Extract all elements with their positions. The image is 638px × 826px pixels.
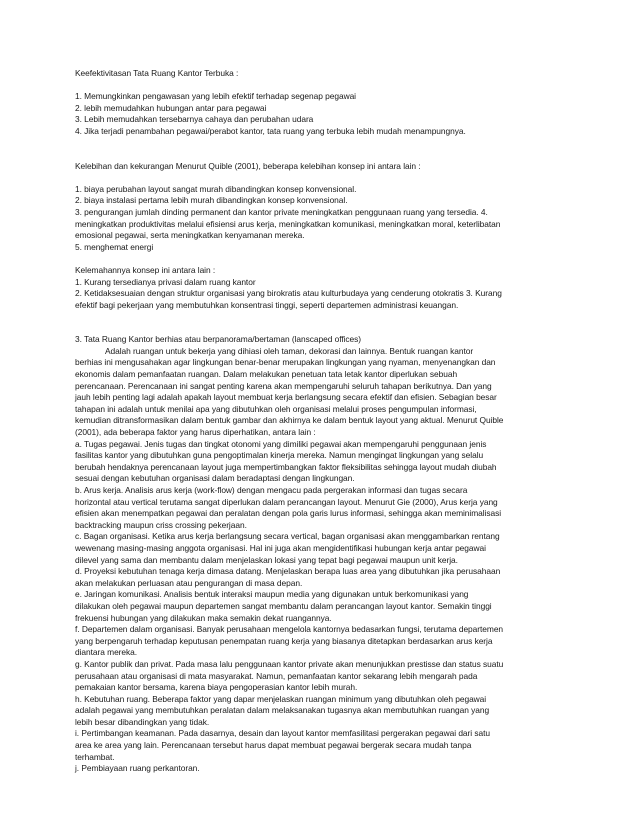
section-heading: Kelemahannya konsep ini antara lain : <box>75 264 216 275</box>
text-line: 2. biaya instalasi pertama lebih murah dibandingkan konsep konvensional. <box>75 195 348 206</box>
section-heading: 3. Tata Ruang Kantor berhias atau berpanorama/bertaman (lanscaped offices) <box>75 334 362 345</box>
spacer <box>75 172 567 184</box>
text-line: tahapan ini adalah untuk menilai apa yang dibutuhkan oleh organisasi melalui proses pengumpulan informasi, <box>75 403 477 414</box>
text-line: adalah pegawai yang membutuhkan peralatan dalam melaksanakan tugasnya akan membutuhkan ruangan yang <box>75 705 490 716</box>
text-line: (2001), ada beberapa faktor yang harus diperhatikan, antara lain : <box>75 427 316 438</box>
text-line: backtracking maupun criss crossing pekerjaan. <box>75 519 247 530</box>
text-line: a. Tugas pegawai. Jenis tugas dan tingkat otonomi yang dimiliki pegawai akan mempengaruhi penggunaan jenis <box>75 438 487 449</box>
text-line: efisien akan menempatkan pegawai dan peralatan dengan pola garis lurus informasi, sehingga akan meminimalisasi <box>75 508 502 519</box>
text-line: meningkatkan produktivitas melalui efisiensi arus kerja, meningkatkan komunikasi, meningkatkan moral, keterlibatan <box>75 218 501 229</box>
text-line: yang berpengaruh terhadap keputusan penempatan ruang kerja yang biasanya ditetapkan berdasarkan arus kerja <box>75 635 493 646</box>
paragraph <box>75 346 567 775</box>
text-line: terhambat. <box>75 751 115 762</box>
text-line: 1. Kurang tersedianya privasi dalam ruang kantor <box>75 276 256 287</box>
spacer <box>75 311 567 334</box>
text-line: kemudian ditransformasikan dalam bentuk gambar dan akhirnya ke dalam bentuk layout yang aktual. Menurut Quible <box>75 415 504 426</box>
paragraph <box>75 184 567 254</box>
text-line: g. Kantor publik dan privat. Pada masa lalu penggunaan kantor private akan menunjukkan prestisse dan status suatu <box>75 658 504 669</box>
text-line: b. Arus kerja. Analisis arus kerja (work-flow) dengan mengacu pada pergerakan informasi dan tugas secara <box>75 485 468 495</box>
text-line: d. Proyeksi kebutuhan tenaga kerja dimasa datang. Menjelaskan berapa luas area yang dibutuhkan jika perusahaan <box>75 566 501 577</box>
list-item: 3. Lebih memudahkan tersebarnya cahaya dan perubahan udara <box>75 114 314 125</box>
text-line: horizontal atau vertical terutama sangat diperlukan dalam perancangan layout. Menurut Gie (2000), Arus kerja yang <box>75 496 498 507</box>
text-line: j. Pembiayaan ruang perkantoran. <box>75 763 200 774</box>
text-line: sesuai dengan kebutuhan organisasi dalam beradaptasi dengan lingkungan. <box>75 473 355 484</box>
text-line: 5. menghemat energi <box>75 241 154 252</box>
text-line: pemakaian kantor bersama, karena biaya pengoperasian kantor lebih murah. <box>75 682 358 693</box>
text-line: berhias ini mengusahakan agar lingkungan benar-benar merupakan lingkungan yang nyaman, menyenangkan dan <box>75 357 496 368</box>
text-line: 2. Ketidaksesuaian dengan struktur organisasi yang birokratis atau kulturbudaya yang cenderung otokratis 3. Kurang <box>75 288 502 299</box>
text-line: i. Pertimbangan keamanan. Pada dasarnya, desain dan layout kantor memfasilitasi pergerakan pegawai dari satu <box>75 728 490 739</box>
text-line: c. Bagan organisasi. Ketika arus kerja berlangsung secara vertical, bagan organisasi akan menggambarkan rentang <box>75 531 500 542</box>
text-line: perencanaan. Perencanaan ini sangat penting karena akan mempengaruhi seluruh tahapan berikutnya. Dan yang <box>75 380 492 391</box>
text-line: 3. pengurangan jumlah dinding permanent dan kantor private meningkatkan penggunaan ruang yang tersedia. 4. <box>75 206 488 217</box>
text-line: lebih besar dibandingkan yang tidak. <box>75 716 210 727</box>
text-line: dilakukan oleh pegawai maupun departemen sangat membantu dalam perancangan layout kantor. Semakin tinggi <box>75 600 492 611</box>
list-item: 2. lebih memudahkan hubungan antar para pegawai <box>75 102 267 113</box>
text-line: area ke area yang lain. Perencanaan tersebut harus dapat membuat pegawai bergerak secara mudah tanpa <box>75 740 472 751</box>
text-line: f. Departemen dalam organisasi. Banyak perusahaan mengelola kantornya bedasarkan fungsi, terutama departemen <box>75 624 504 635</box>
text-line: perusahaan atau organisasi di mata masyarakat. Namun, pemanfaatan kantor sekarang lebih mengarah pada <box>75 670 478 681</box>
paragraph <box>75 277 567 312</box>
text-line: efektif bagi pekerjaan yang membutuhkan konsentrasi tinggi, seperti departemen administrasi keuangan. <box>75 299 459 310</box>
section-heading: Keefektivitasan Tata Ruang Kantor Terbuka : <box>75 68 239 78</box>
spacer <box>75 138 567 161</box>
section-heading: Kelebihan dan kekurangan Menurut Quible (2001), beberapa kelebihan konsep ini antara lain : <box>75 160 421 171</box>
text-line: jauh lebih penting lagi adalah apakah layout membuat kerja berlangsung secara efektif dan efisien. Sebagian besar <box>75 392 497 403</box>
text-line: dilevel yang sama dan membantu dalam menjelaskan lokasi yang tepat bagi pegawai maupun unit kerja. <box>75 554 458 565</box>
text-line: e. Jaringan komunikasi. Analisis bentuk interaksi maupun media yang digunakan untuk berkomunikasi yang <box>75 589 469 600</box>
text-line: 1. biaya perubahan layout sangat murah dibandingkan konsep konvensional. <box>75 183 357 194</box>
text-line: frekuensi hubungan yang dilakukan maka semakin dekat ruangannya. <box>75 612 332 623</box>
list-item: 1. Memungkinkan pengawasan yang lebih efektif terhadap segenap pegawai <box>75 91 356 102</box>
spacer <box>75 80 567 92</box>
text-line: diantara mereka. <box>75 647 138 658</box>
spacer <box>75 253 567 265</box>
text-line: berubah hendaknya perencanaan layout juga mempertimbangkan faktor fleksibilitas sehingga layout mudah diubah <box>75 461 497 472</box>
text-line: fasilitas kantor yang dibutuhkan guna pengoptimalan kinerja mereka. Namun mengingat lingkungan yang selalu <box>75 450 484 461</box>
text-line: h. Kebutuhan ruang. Beberapa faktor yang dapar menjelaskan ruangan minimum yang dibutuhkan oleh pegawai <box>75 693 487 704</box>
text-line: emosional pegawai, serta meningkatkan kenyamanan mereka. <box>75 230 305 241</box>
list-item: 4. Jika terjadi penambahan pegawai/perabot kantor, tata ruang yang terbuka lebih mudah menampungnya. <box>75 125 466 136</box>
text-line: Adalah ruangan untuk bekerja yang dihiasi oleh taman, dekorasi dan lainnya. Bentuk ruangan kantor <box>105 345 474 356</box>
text-line: wewenang masing-masing anggota organisasi. Hal ini juga akan mengidentifikasi hubungan kerja antar pegawai <box>75 542 486 553</box>
numbered-list <box>75 91 567 137</box>
document-page <box>75 68 567 775</box>
text-line: akan melakukan perluasan atau pengurangan di masa depan. <box>75 577 303 588</box>
text-line: ekonomis dalam pemanfaatan ruangan. Dalam melakukan penetuan tata letak kantor diperlukan sebuah <box>75 369 458 380</box>
